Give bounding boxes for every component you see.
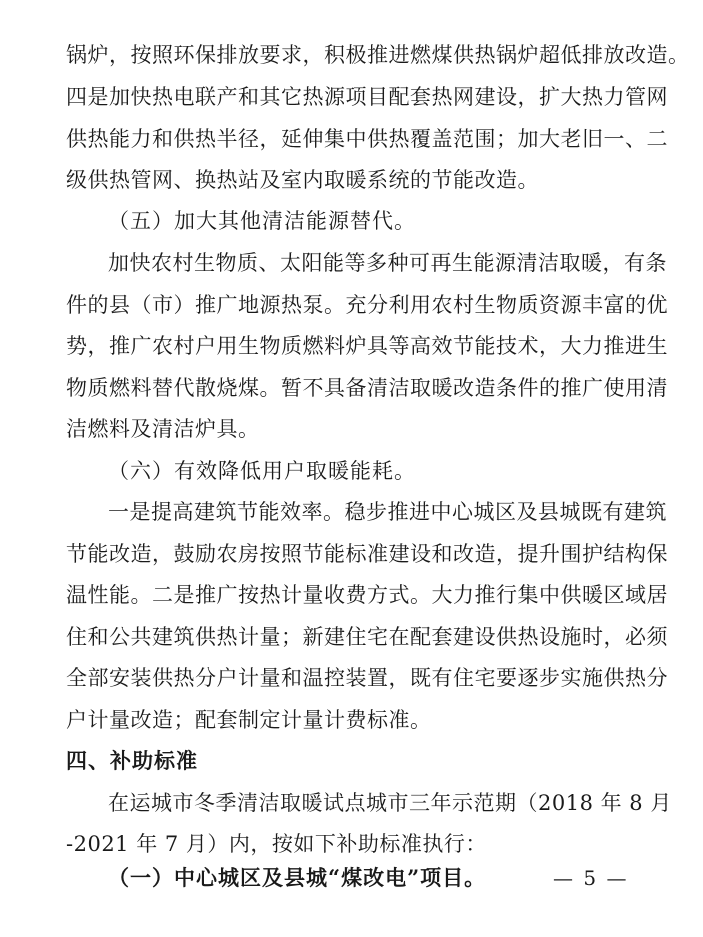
body-text-line: 四是加快热电联产和其它热源项目配套热网建设，扩大热力管网 — [66, 85, 668, 109]
subsection-heading: （六）有效降低用户取暖能耗。 — [108, 459, 416, 483]
body-text-line: 供热能力和供热半径，延伸集中供热覆盖范围；加大老旧一、二 — [66, 127, 668, 151]
body-text-line: 全部安装供热分户计量和温控装置，既有住宅要逐步实施供热分 — [66, 666, 668, 690]
body-text-line: 在运城市冬季清洁取暖试点城市三年示范期（2018 年 8 月 — [108, 791, 672, 815]
body-text-line: -2021 年 7 月）内，按如下补助标准执行： — [66, 832, 487, 856]
body-text-line: 一是提高建筑节能效率。稳步推进中心城区及县城既有建筑 — [108, 500, 667, 524]
page-number: — 5 — — [553, 866, 629, 890]
subsection-heading: （一）中心城区及县城“煤改电”项目。 — [108, 865, 487, 890]
body-text-line: 温性能。二是推广按热计量收费方式。大力推行集中供暖区域居 — [66, 583, 668, 607]
section-heading: 四、补助标准 — [66, 749, 198, 773]
body-text-line: 物质燃料替代散烧煤。暂不具备清洁取暖改造条件的推广使用清 — [66, 376, 668, 400]
body-text-line: 户计量改造；配套制定计量计费标准。 — [66, 708, 432, 732]
subsection-heading: （五）加大其他清洁能源替代。 — [108, 209, 416, 233]
body-text-line: 级供热管网、换热站及室内取暖系统的节能改造。 — [66, 168, 539, 192]
body-text-line: 加快农村生物质、太阳能等多种可再生能源清洁取暖，有条 — [108, 251, 667, 275]
body-text-line: 件的县（市）推广地源热泵。充分利用农村生物质资源丰富的优 — [66, 293, 668, 317]
body-text-line: 势，推广农村户用生物质燃料炉具等高效节能技术，大力推进生 — [66, 334, 668, 358]
body-text-line: 节能改造，鼓励农房按照节能标准建设和改造，提升围护结构保 — [66, 542, 668, 566]
body-text-line: 锅炉，按照环保排放要求，积极推进燃煤供热锅炉超低排放改造。 — [66, 43, 690, 67]
body-text-line: 住和公共建筑供热计量；新建住宅在配套建设供热设施时，必须 — [66, 625, 668, 649]
body-text-line: 洁燃料及清洁炉具。 — [66, 417, 260, 441]
